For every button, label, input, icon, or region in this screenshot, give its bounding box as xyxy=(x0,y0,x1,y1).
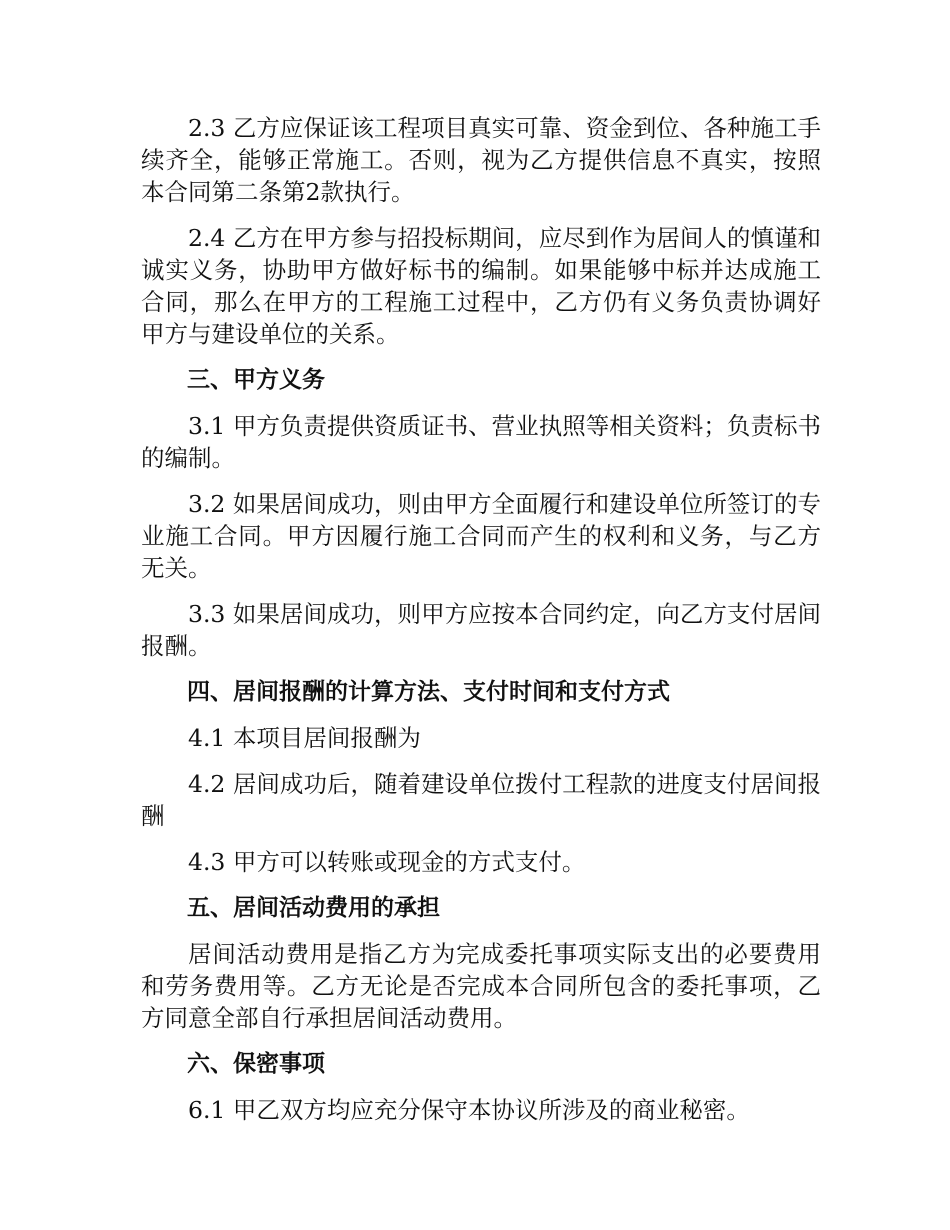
section-heading-3: 三、甲方义务 xyxy=(187,367,325,393)
section-heading-5: 五、居间活动费用的承担 xyxy=(187,895,440,921)
section-heading-6: 六、保密事项 xyxy=(187,1051,325,1077)
clause-6-1: 6.1 甲乙双方均应充分保守本协议所涉及的商业秘密。 xyxy=(188,1096,750,1124)
document-body xyxy=(141,112,821,1140)
clause-3-2: 3.2 如果居间成功，则由甲方全面履行和建设单位所签订的专业施工合同。甲方因履行施工合同而产生的权利和义务，与乙方无关。 xyxy=(141,490,821,582)
clause-4-2: 4.2 居间成功后，随着建设单位拨付工程款的进度支付居间报酬 xyxy=(141,770,821,830)
clause-4-3: 4.3 甲方可以转账或现金的方式支付。 xyxy=(188,848,586,876)
clause-5-body: 居间活动费用是指乙方为完成委托事项实际支出的必要费用和劳务费用等。乙方无论是否完成本合同所包含的委托事项，乙方同意全部自行承担居间活动费用。 xyxy=(141,940,821,1032)
clause-2-4: 2.4 乙方在甲方参与招投标期间，应尽到作为居间人的慎谨和诚实义务，协助甲方做好标书的编制。如果能够中标并达成施工合同，那么在甲方的工程施工过程中，乙方仍有义务负责协调好甲方与建设单位的关系。 xyxy=(141,224,821,348)
clause-3-1: 3.1 甲方负责提供资质证书、营业执照等相关资料；负责标书的编制。 xyxy=(141,412,821,472)
clause-4-1: 4.1 本项目居间报酬为 xyxy=(188,724,421,752)
clause-3-3: 3.3 如果居间成功，则甲方应按本合同约定，向乙方支付居间报酬。 xyxy=(141,600,821,660)
section-heading-4: 四、居间报酬的计算方法、支付时间和支付方式 xyxy=(187,679,670,705)
clause-2-3: 2.3 乙方应保证该工程项目真实可靠、资金到位、各种施工手续齐全，能够正常施工。否则，视为乙方提供信息不真实，按照本合同第二条第2款执行。 xyxy=(141,114,821,206)
